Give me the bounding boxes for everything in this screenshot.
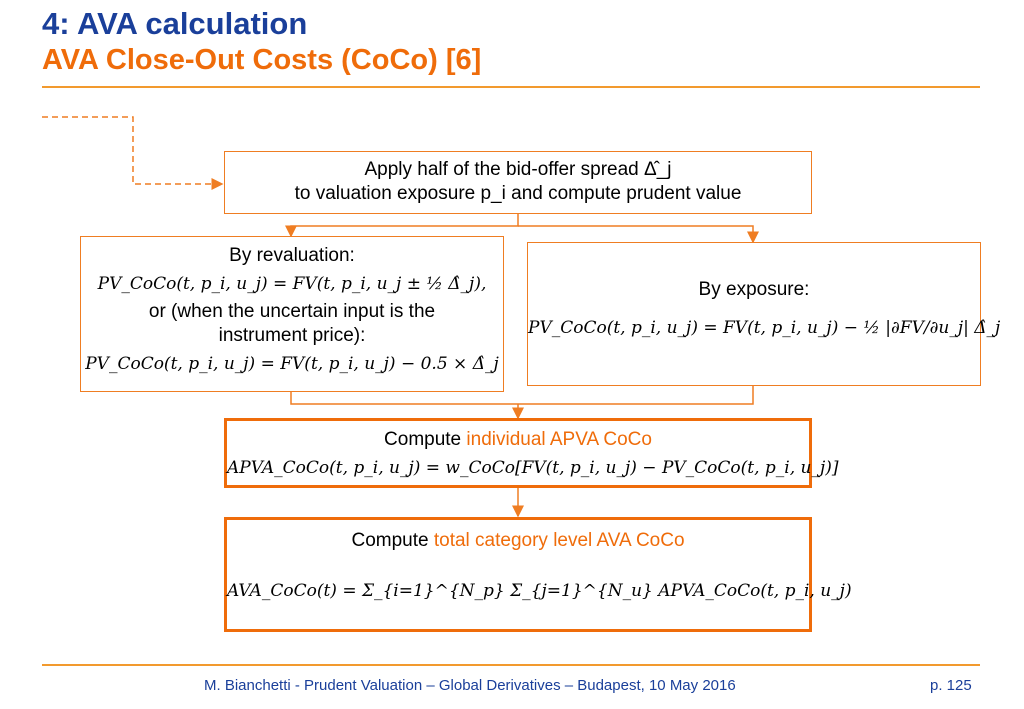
exposure-heading: By exposure: [698, 279, 810, 300]
revaluation-heading: By revaluation: [229, 245, 355, 266]
revaluation-box [80, 236, 504, 392]
footer-divider [42, 664, 980, 666]
ava-formula: AVA_CoCo(t) = Σ_{i=1}^{N_p} Σ_{j=1}^{N_u} APVA_CoCo(t, p_i, u_j) [227, 581, 852, 601]
exposure-formula: PV_CoCo(t, p_i, u_j) = FV(t, p_i, u_j) − ½ |∂FV/∂u_j| Δ̂_j [528, 318, 1001, 338]
price-formula: PV_CoCo(t, p_i, u_j) = FV(t, p_i, u_j) − 0.5 × Δ̂_j [85, 354, 499, 374]
revaluation-note-line2: instrument price): [218, 325, 366, 346]
individual-apva-box [224, 418, 839, 488]
dashed-incoming-arrow [42, 117, 222, 184]
slide-title: 4: AVA calculation [42, 6, 308, 41]
individual-prefix: Compute [384, 429, 467, 450]
apva-formula: APVA_CoCo(t, p_i, u_j) = w_CoCo[FV(t, p_i, u_j) − PV_CoCo(t, p_i, u_j)] [227, 458, 839, 478]
total-highlight: total category level AVA CoCo [433, 530, 685, 551]
page-number: p. 125 [930, 677, 972, 694]
slide-subtitle: AVA Close-Out Costs (CoCo) [6] [42, 44, 482, 76]
bid-offer-line1: Apply half of the bid-offer spread Δ̂_j [364, 159, 672, 180]
exposure-box [527, 242, 1001, 386]
revaluation-note-line1: or (when the uncertain input is the [148, 301, 436, 322]
total-ava-box [224, 517, 852, 632]
bid-offer-line2: to valuation exposure p_i and compute prudent value [294, 183, 742, 204]
total-prefix: Compute [351, 530, 434, 551]
split-connector [291, 214, 518, 236]
individual-highlight: individual APVA CoCo [466, 429, 652, 450]
revaluation-formula: PV_CoCo(t, p_i, u_j) = FV(t, p_i, u_j ± ½ Δ̂_j), [97, 274, 487, 294]
bid-offer-box [224, 151, 812, 214]
footer-text: M. Bianchetti - Prudent Valuation – Global Derivatives – Budapest, 10 May 2016 [204, 677, 736, 694]
